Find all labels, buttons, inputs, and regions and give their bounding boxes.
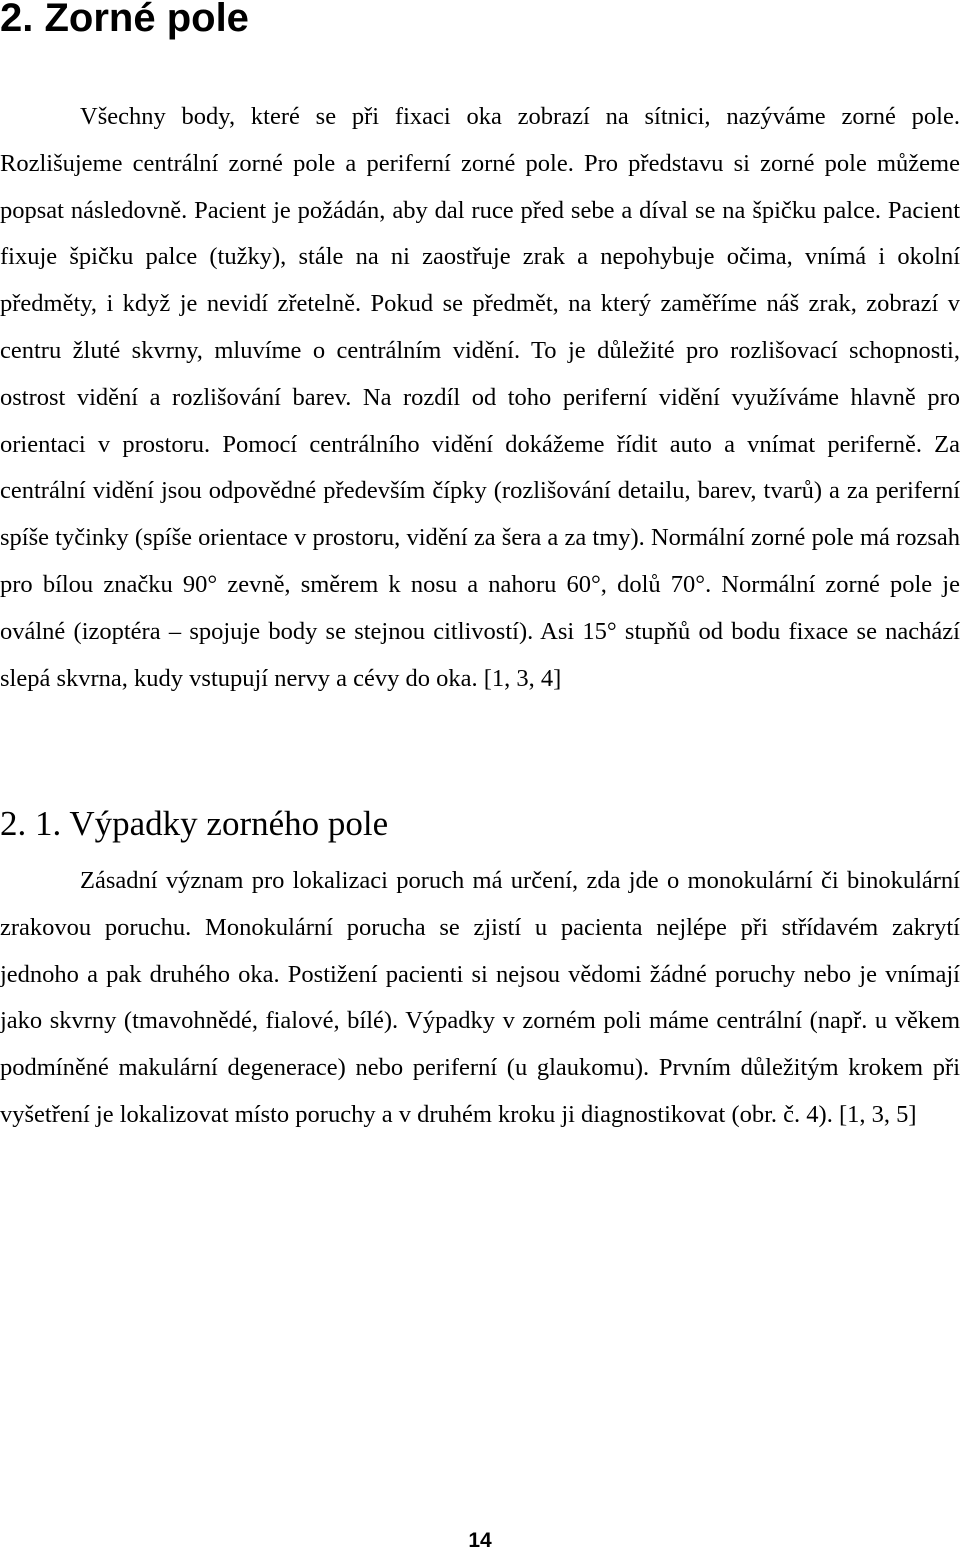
section-heading: 2. 1. Výpadky zorného pole xyxy=(0,804,389,843)
page-number: 14 xyxy=(468,1529,492,1552)
chapter-heading: 2. Zorné pole xyxy=(0,0,249,40)
chapter-paragraph: Všechny body, které se při fixaci oka zobrazí na sítnici, nazýváme zorné pole. Rozlišujeme centrální zorné pole a periferní zorné pole. Pro představu si zorné pole můžeme popsat následovně. Pacient je požádán, aby dal ruce před sebe a díval se na špičku palce. Pacient fixuje špičku palce (tužky), stále na ni zaostřuje zrak a nepohybuje očima, vnímá i okolní předměty, i když je nevidí zřetelně. Pokud se předmět, na který zaměříme náš zrak, zobrazí v centru žluté skvrny, mluvíme o centrálním vidění. To je důležité pro rozlišovací schopnosti, ostrost vidění a rozlišování barev. Na rozdíl od toho periferní vidění využíváme hlavně pro orientaci v prostoru. Pomocí centrálního vidění dokážeme řídit auto a vnímat periferně. Za centrální vidění jsou odpovědné především čípky (rozlišování detailu, barev, tvarů) a za periferní spíše tyčinky (spíše orientace v prostoru, vidění za šera a za tmy). Normální zorné pole má rozsah pro bílou značku 90° zevně, směrem k nosu a nahoru 60°, dolů 70°. Normální zorné pole je oválné (izoptéra – spojuje body se stejnou citlivostí). Asi 15° stupňů od bodu fixace se nachází slepá skvrna, kudy vstupují nervy a cévy do oka. [1, 3, 4] xyxy=(0,103,960,692)
section-paragraph: Zásadní význam pro lokalizaci poruch má určení, zda jde o monokulární či binokulární zrakovou poruchu. Monokulární porucha se zjistí u pacienta nejlépe při střídavém zakrytí jednoho a pak druhého oka. Postižení pacienti si nejsou vědomi žádné poruchy nebo je vnímají jako skvrny (tmavohnědé, fialové, bílé). Výpadky v zorném poli máme centrální (např. u věkem podmíněné makulární degenerace) nebo periferní (u glaukomu). Prvním důležitým krokem při vyšetření je lokalizovat místo poruchy a v druhém kroku ji diagnostikovat (obr. č. 4). [1, 3, 5] xyxy=(0,867,960,1128)
